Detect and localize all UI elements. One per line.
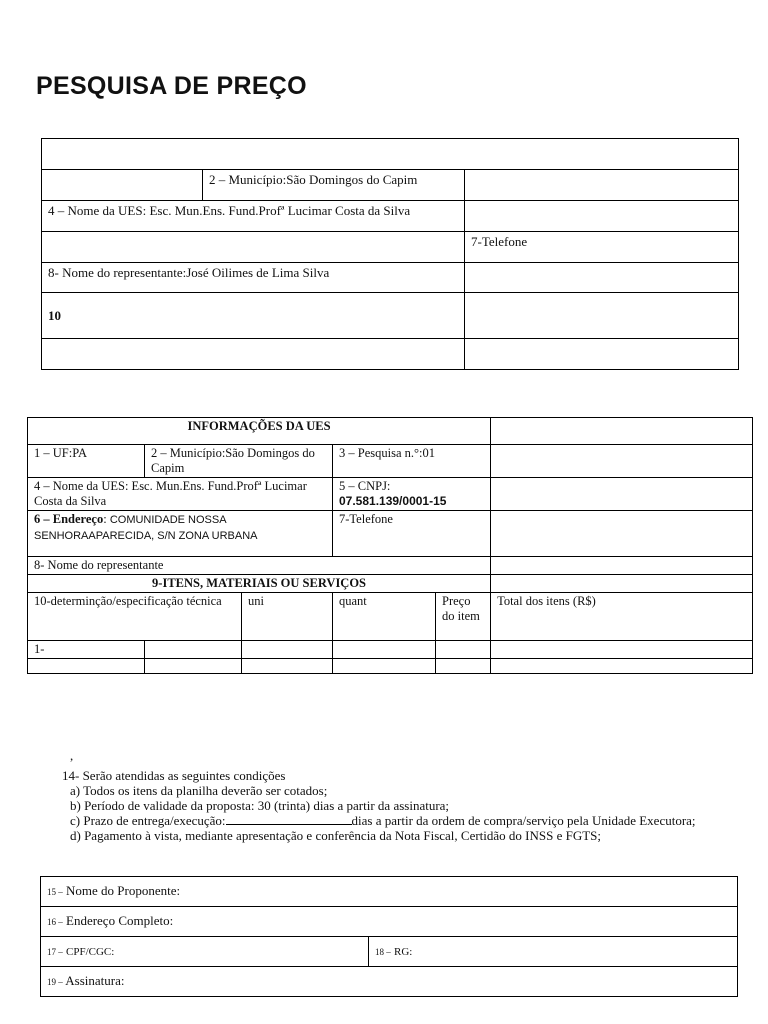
t1-municipio: 2 – Município:São Domingos do Capim: [203, 170, 465, 201]
item-cell: [242, 659, 333, 674]
rg-field[interactable]: [369, 937, 738, 967]
item-cell: [145, 641, 242, 659]
t2-endereco-label: 6 – Endereço: [34, 512, 104, 526]
conditions-block: [62, 768, 762, 843]
t1-nome-ues: 4 – Nome da UES: Esc. Mun.Ens. Fund.Profª Lucimar Costa da Silva: [42, 201, 465, 232]
col-total: Total dos itens (R$): [491, 593, 753, 641]
ues-header: INFORMAÇÕES DA UES: [28, 418, 491, 445]
endereco-field[interactable]: [41, 907, 738, 937]
t2-municipio: 2 – Município:São Domingos do Capim: [145, 445, 333, 478]
item-cell: [491, 641, 753, 659]
t2-representante: 8- Nome do representante: [28, 557, 491, 575]
field-number: 19 –: [47, 977, 63, 987]
t1-blank-cell: [465, 201, 739, 232]
t1-blank-cell: [42, 232, 465, 263]
t2-pesquisa: 3 – Pesquisa n.°:01: [333, 445, 491, 478]
t1-telefone: 7-Telefone: [465, 232, 739, 263]
condition-c: [62, 813, 762, 828]
ues-info-table: [27, 417, 753, 674]
cpf-label: CPF/CGC:: [66, 946, 115, 958]
condition-d: d) Pagamento à vista, mediante apresentação e conferência da Nota Fiscal, Certidão do INSS e FGTS;: [70, 828, 602, 843]
t2-blank-cell: [491, 478, 753, 511]
item-row1-num: 1-: [28, 641, 145, 659]
field-number: 18 –: [375, 947, 391, 957]
t1-item10: 10: [42, 293, 465, 339]
stray-comma: ,: [70, 748, 74, 763]
endereco-label: Endereço Completo:: [66, 913, 174, 928]
t2-blank-cell: [491, 575, 753, 593]
item-cell: [333, 659, 436, 674]
assinatura-label: Assinatura:: [65, 973, 125, 988]
proponent-table: [40, 876, 738, 997]
t2-cnpj-value: 07.581.139/0001-15: [339, 494, 447, 508]
condition-b: b) Período de validade da proposta: 30 (trinta) dias a partir da assinatura;: [70, 798, 450, 813]
t1-blank-cell: [42, 170, 203, 201]
t2-endereco: [28, 511, 333, 557]
condition-a: a) Todos os itens da planilha deverão ser cotados;: [70, 783, 328, 798]
condition-c-prefix: c) Prazo de entrega/execução:: [70, 813, 226, 828]
t1-representante: 8- Nome do representante:José Oilimes de Lima Silva: [42, 263, 465, 293]
t1-blank-cell: [465, 263, 739, 293]
proponente-field[interactable]: [41, 877, 738, 907]
t1-blank-cell: [465, 170, 739, 201]
t2-telefone: 7-Telefone: [333, 511, 491, 557]
t2-blank-cell: [491, 418, 753, 445]
field-number: 17 –: [47, 947, 63, 957]
assinatura-field[interactable]: [41, 967, 738, 997]
proponente-label: Nome do Proponente:: [66, 883, 181, 898]
t2-endereco-value: COMUNIDADE NOSSA SENHORAAPARECIDA, S/N ZONA URBANA: [34, 514, 258, 542]
col-uni: uni: [242, 593, 333, 641]
item-cell: [436, 659, 491, 674]
condition-c-blank[interactable]: [226, 813, 352, 825]
t2-uf: 1 – UF:PA: [28, 445, 145, 478]
t2-endereco-colon: :: [103, 512, 107, 526]
t2-blank-cell: [491, 557, 753, 575]
item-cell: [242, 641, 333, 659]
item-cell: [491, 659, 753, 674]
page-title: PESQUISA DE PREÇO: [36, 72, 307, 100]
col-especificacao: 10-determinção/especificação técnica: [28, 593, 242, 641]
field-number: 15 –: [47, 887, 63, 897]
t2-blank-cell: [491, 511, 753, 557]
item-cell: [145, 659, 242, 674]
t2-cnpj-label: 5 – CNPJ:: [339, 479, 391, 493]
t2-blank-cell: [491, 445, 753, 478]
col-quant: quant: [333, 593, 436, 641]
rg-label: RG:: [394, 946, 413, 958]
col-preco: Preço do item: [436, 593, 491, 641]
item-cell: [436, 641, 491, 659]
condition-c-suffix: dias a partir da ordem de compra/serviço pela Unidade Executora;: [351, 813, 696, 828]
t1-blank-cell: [465, 293, 739, 339]
item-cell: [333, 641, 436, 659]
conditions-intro: 14- Serão atendidas as seguintes condições: [62, 768, 286, 783]
t2-nome-ues: 4 – Nome da UES: Esc. Mun.Ens. Fund.Profª Lucimar Costa da Silva: [28, 478, 333, 511]
t1-blank-row: [42, 139, 739, 170]
header-info-table: [41, 138, 739, 370]
cpf-field[interactable]: [41, 937, 369, 967]
t2-cnpj: [333, 478, 491, 511]
t1-blank-cell: [465, 339, 739, 370]
t1-blank-cell: [42, 339, 465, 370]
itens-header: 9-ITENS, MATERIAIS OU SERVIÇOS: [28, 575, 491, 593]
item-cell: [28, 659, 145, 674]
field-number: 16 –: [47, 917, 63, 927]
